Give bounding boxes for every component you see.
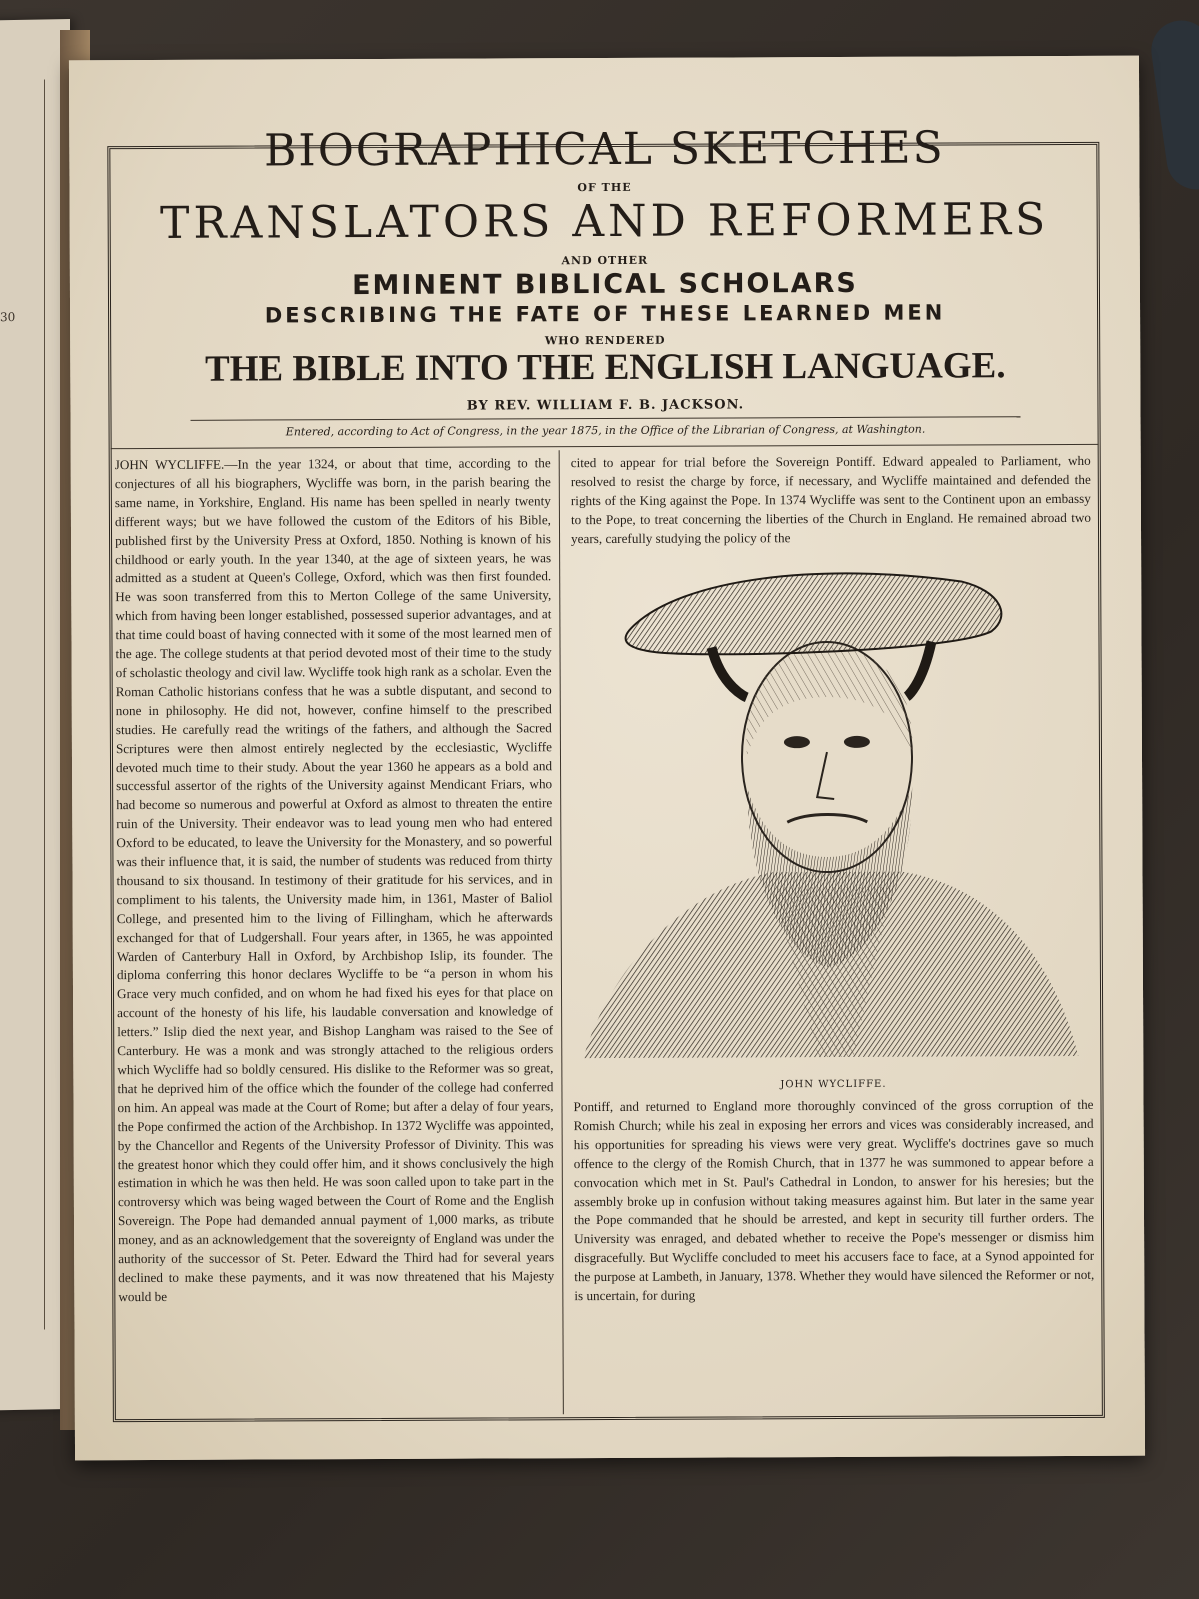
copyright-notice: Entered, according to Act of Congress, in the year 1875, in the Office of the Librarian of Congress, at Washington. <box>285 422 926 439</box>
title-who-rendered: WHO RENDERED <box>544 333 666 348</box>
right-column-bottom-text: Pontiff, and returned to England more thoroughly convinced of the gross corruption of the Romish Church; while his zeal in exposing her errors and vices was considerably increased, and his opportunities for spreading his views were very great. Wycliffe's doctrines gave so much offence to the clergy of the Romish Church, that in 1377 he was summoned to appear before a convocation which met in St. Paul's Cathedral in London, to answer for his heresies; but the assembly broke up in confusion without taking measures against him. But later in the same year the Pope commanded that he should be arrested, and kept in security till further orders. The University was enraged, and debated whether to receive the Pope's messenger or dismiss him disgracefully. But Wycliffe concluded to meet his accusers face to face, at a Synod appointed for the purpose at Lambeth, in January, 1378. Whether they would have silenced the Reformer or not, is uncertain, for during <box>573 1096 1095 1304</box>
left-page-rule <box>0 79 45 1330</box>
left-column-text: JOHN WYCLIFFE.—In the year 1324, or about that time, according to the conjectures of all his biographers, Wycliffe was born, in the parish bearing the same name, in Yorkshire, England. His name has been spelled in nearly twenty different ways; but we have followed the custom of the Editors of his Bible, published first by the University Press at Oxford, 1850. Nothing is known of his childhood or early youth. In the year 1340, at the age of sixteen years, he was admitted as a student at Queen's College, Oxford, which was then first founded. He was soon transferred from this to Merton College of the same University, which from having been longer established, possessed superior advantages, and at that time could boast of having connected with it some of the most learned men of the age. The college students at that period devoted most of their time to the study of scholastic theology and civil law. Wycliffe took high rank as a scholar. Even the Roman Catholic historians confess that he was a subtle disputant, and second to none in philosophy. He did not, however, confine himself to the prescribed studies. He carefully read the writings of the fathers, and although the Sacred Scriptures were then almost entirely neglected by the ecclesiastic, Wycliffe devoted much time to their study. About the year 1360 he appears as a bold and successful assertor of the rights of the University against Mendicant Friars, who had become so numerous and powerful at Oxford as almost to threaten the entire ruin of the University. Their endeavor was to lead young men who had entered Oxford to be educated, to leave the University for the Monastery, and so powerful was their influence that, it is said, the number of students was reduced from thirty thousand to six thousand. In testimony of their gratitude for his services, and in compliment to his talents, the University made him, in 1361, Master of Baliol College, and presented him to the living of Fillingham, which he afterwards exchanged for that of Ludgershall. Four years after, in 1365, he was appointed Warden of Canterbury Hall in Oxford, by Archbishop Islip, its founder. The diploma conferring this honor declares Wycliffe to be “a person in whom his Grace very much confided, and on whom he had fixed his eyes for that place on account of the honesty of his life, his laudable conversation and knowledge of letters.” Islip died the next year, and Bishop Langham was raised to the See of Canterbury. He was a monk and was strongly attached to the religious orders which Wycliffe had so boldly censured. His dislike to the Reformer was so great, that he deprived him of the office which the founder of the college had conferred on him. An appeal was made at the Court of Rome; but after a delay of four years, the Pope confirmed the action of the Archbishop. In 1372 Wycliffe was appointed, by the Chancellor and Regents of the University Professor of Divinity. This was the greatest honor which they could offer him, and it shows conclusively the high estimation in which he was then held. He was soon called upon to take part in the controversy which was being waged between the Court of Rome and the English Sovereign. The Pope had demanded annual payment of 1,000 marks, as tribute money, and as an acknowledgement that the sovereignty of England was under the authority of the successor of St. Peter. Edward the Third had for several years declined to make these payments, and it was now threatened that his Majesty would be <box>114 455 555 1305</box>
cap-shape <box>625 573 1001 655</box>
byline: BY REV. WILLIAM F. B. JACKSON. <box>466 397 745 414</box>
title-bible-english: THE BIBLE INTO THE ENGLISH LANGUAGE. <box>204 345 1006 390</box>
portrait-caption: JOHN WYCLIFFE. <box>780 1078 887 1091</box>
title-describing: DESCRIBING THE FATE OF THESE LEARNED MEN <box>264 300 946 328</box>
book-page <box>69 56 1145 1461</box>
title-biographical-sketches: BIOGRAPHICAL SKETCHES <box>263 122 945 177</box>
portrait-figure <box>571 556 1093 1078</box>
title-translators-reformers: TRANSLATORS AND REFORMERS <box>159 194 1050 249</box>
title-eminent-scholars: EMINENT BIBLICAL SCHOLARS <box>351 267 858 302</box>
title-and-other: AND OTHER <box>561 253 649 268</box>
right-column-top-text: cited to appear for trial before the Sovereign Pontiff. Edward appealed to Parliament, who resolved to resist the charge by force, if necessary, and Wycliffe maintained and defended the rights of the King against the Pope. In 1374 Wycliffe was sent to the Continent upon an embassy to the Pope, to treat concerning the liberties of the Church in England. He remained abroad two years, carefully studying the policy of the <box>570 452 1091 546</box>
portrait-engraving <box>571 556 1093 1078</box>
left-page-number: 30 <box>0 309 16 325</box>
title-of-the: OF THE <box>577 180 632 195</box>
